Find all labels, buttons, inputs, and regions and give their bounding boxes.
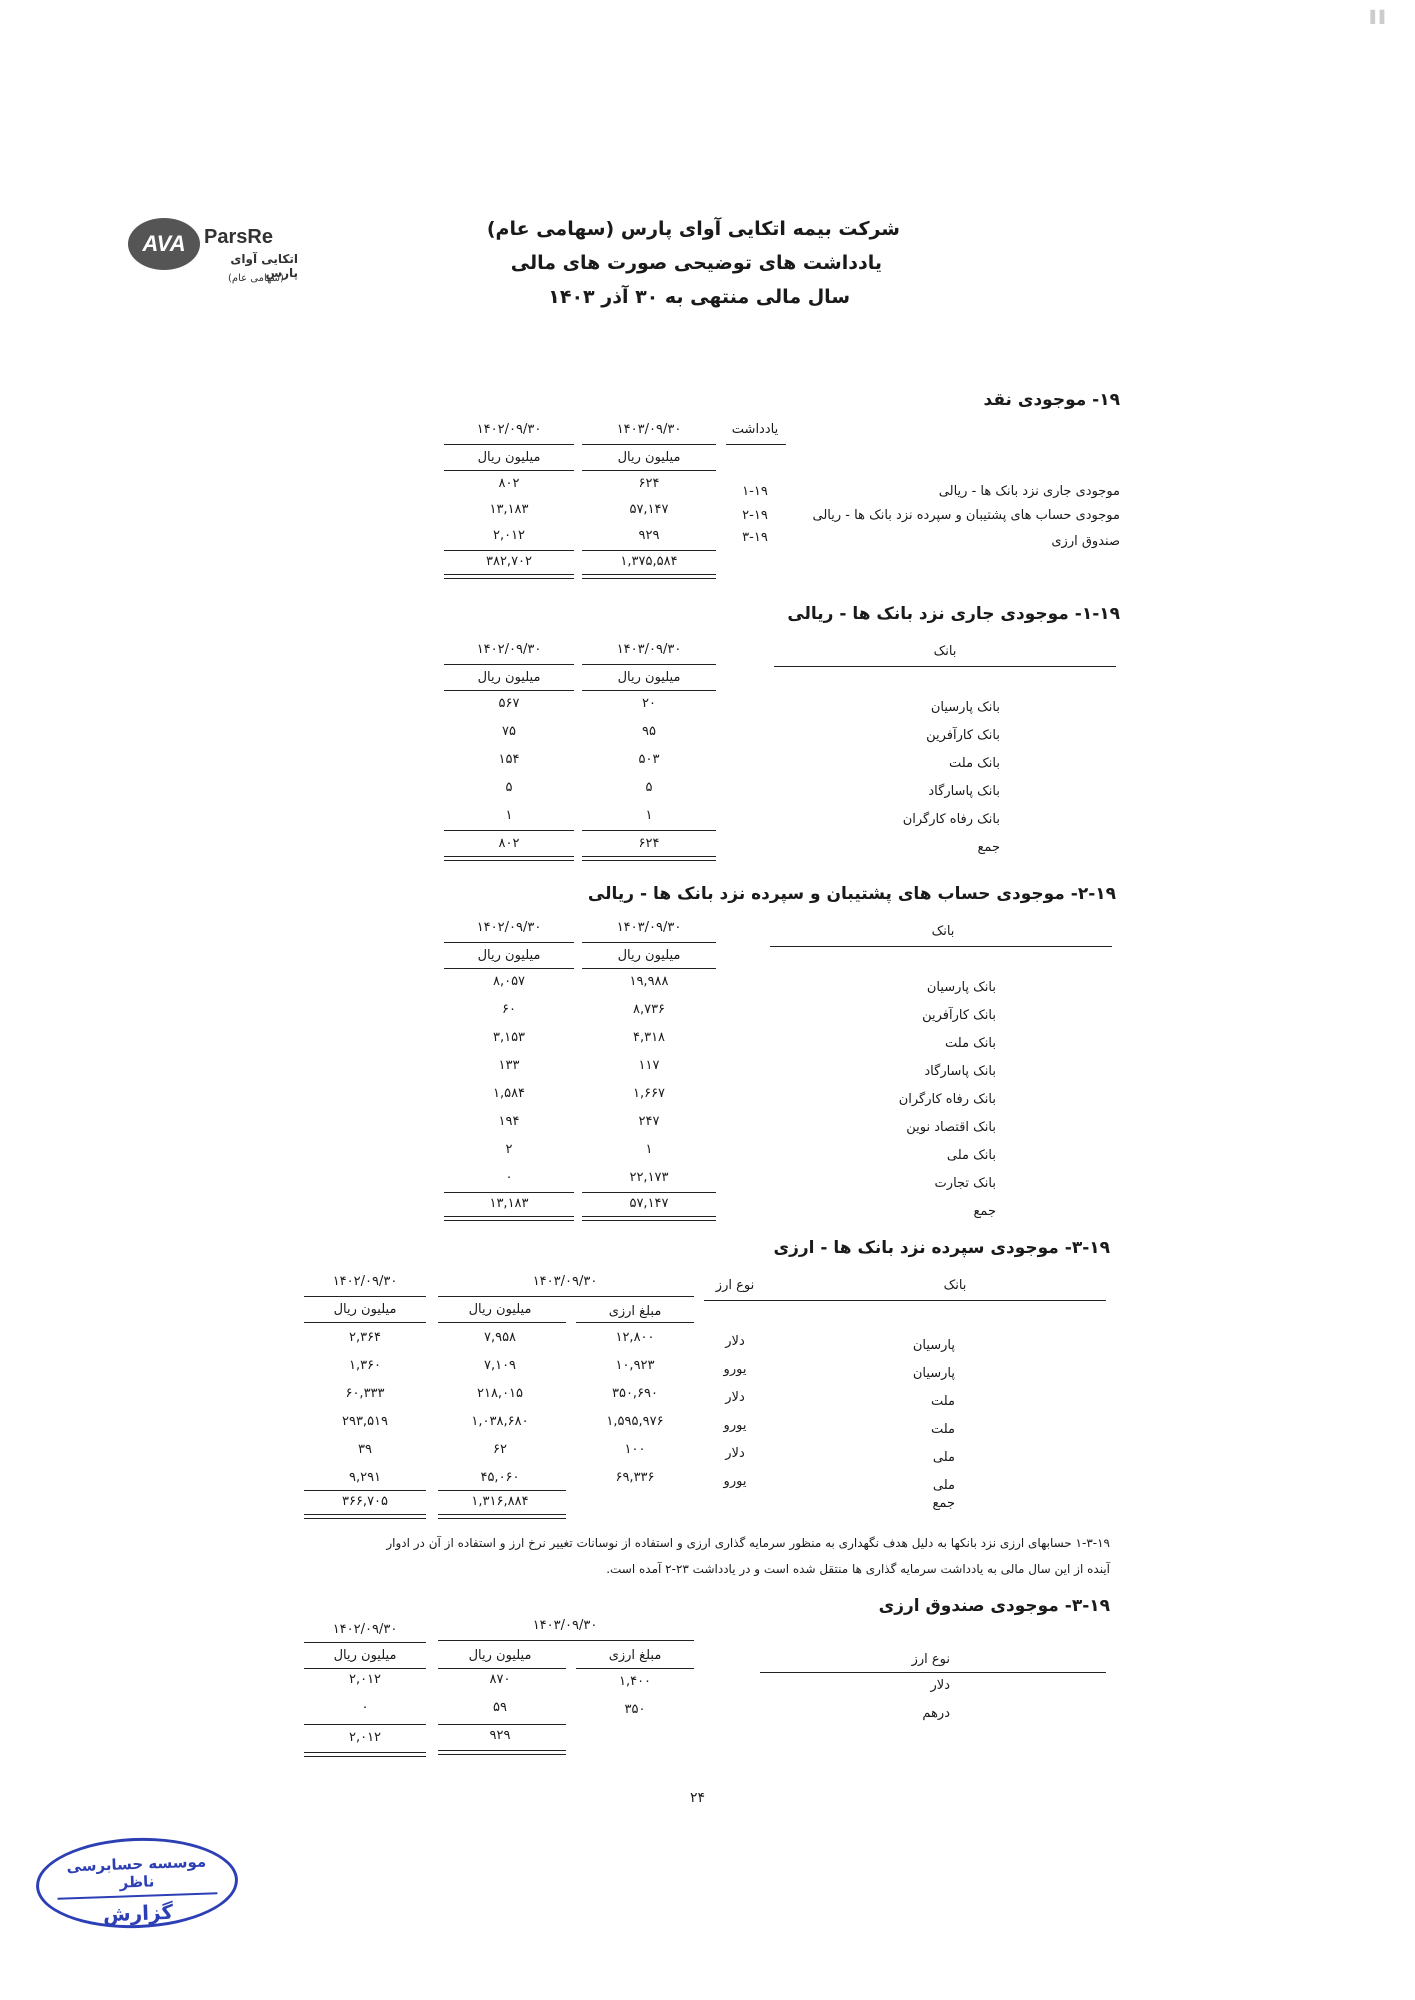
value-2023: ۷۵ [502,724,516,739]
bank-name: بانک کارآفرین [926,728,1000,743]
bank-name: بانک پارسیان [930,700,1000,715]
total-rule [582,830,716,831]
value-2023: ۱,۵۸۴ [492,1086,526,1101]
unit-rule [760,1672,1106,1673]
unit-rule [304,1668,426,1669]
value-2024: ۹۲۹ [638,528,660,543]
header-rule [582,444,716,445]
section-19-1 [440,604,1120,864]
total-2023: ۳۶۶,۷۰۵ [341,1494,389,1509]
total-2023: ۲,۰۱۲ [348,1730,382,1745]
currency: یورو [723,1474,747,1489]
stamp-line: گزارش [102,1899,174,1927]
page-corner-marker: ▌▌ [1370,10,1389,24]
value-2023: ۱,۳۶۰ [348,1358,382,1373]
value-2023: ۲ [505,1142,513,1157]
col-header-2023: ۱۴۰۲/۰۹/۳۰ [476,920,542,935]
fx-amount: ۶۹,۳۳۶ [615,1470,655,1485]
explanatory-note [300,1530,1110,1582]
currency: یورو [723,1362,747,1377]
total-rule [582,550,716,551]
total-double-rule [444,574,574,579]
total-label: جمع [977,840,1000,855]
value-2023: ۱۵۴ [498,752,520,767]
col-header-note: یادداشت [731,422,779,437]
value-2024: ۶۲۴ [638,476,660,491]
unit-rule [304,1322,426,1323]
value-2024: ۴۵,۰۶۰ [480,1470,520,1485]
bank-name: ملی [932,1478,955,1493]
unit-label: میلیون ریال [468,1302,532,1317]
unit-label: میلیون ریال [333,1302,397,1317]
col-header-bank: بانک [943,1278,967,1293]
col-header-2024: ۱۴۰۳/۰۹/۳۰ [616,642,682,657]
total-2023: ۸۰۲ [498,836,520,851]
col-header-bank: بانک [931,924,955,939]
unit-label: میلیون ریال [617,670,681,685]
col-header-bank: بانک [933,644,957,659]
unit-label: میلیون ریال [477,670,541,685]
section-19-3-title: ۳-۱۹- موجودی سپرده نزد بانک ها - ارزی [773,1238,1110,1258]
logo-mark: AVA [128,218,200,270]
value-2023: ۵۶۷ [498,696,520,711]
value-2023: ۰ [505,1170,513,1185]
bank-name: بانک تجارت [934,1176,996,1191]
company-name: شرکت بیمه اتکایی آوای پارس (سهامی عام) [486,218,900,240]
total-rule [582,1192,716,1193]
total-double-rule [438,1514,566,1519]
value-2024: ۵۷,۱۴۷ [629,502,669,517]
value-2023: ۸,۰۵۷ [492,974,526,989]
fx-header: مبلغ ارزی [608,1304,662,1319]
value-2024: ۱,۰۳۸,۶۸۰ [471,1414,529,1429]
unit-rule [438,1322,566,1323]
value-2024: ۵۰۳ [638,752,660,767]
fx-amount: ۱۰۰ [624,1442,646,1457]
unit-rule [582,690,716,691]
total-2023: ۱۳,۱۸۳ [489,1196,529,1211]
fx-amount: ۳۵۰,۶۹۰ [611,1386,659,1401]
total-rule [438,1490,566,1491]
bank-name: بانک رفاه کارگران [898,1092,996,1107]
value-2024: ۱,۶۶۷ [632,1086,666,1101]
header-rule [770,946,1112,947]
bank-name: بانک رفاه کارگران [902,812,1000,827]
fx-amount: ۳۵۰ [624,1702,646,1717]
fx-amount: ۱۲,۸۰۰ [615,1330,655,1345]
header-rule [582,942,716,943]
value-2023: ۵ [505,780,513,795]
value-2023: ۱۹۴ [498,1114,520,1129]
unit-label: میلیون ریال [477,948,541,963]
logo-fa-type: (سهامی عام) [228,273,284,284]
fx-amount: ۱,۵۹۵,۹۷۶ [606,1414,664,1429]
header-rule [438,1296,694,1297]
col-header-2024: ۱۴۰۳/۰۹/۳۰ [532,1274,598,1289]
value-2023: ۰ [361,1700,369,1715]
col-header-2023: ۱۴۰۲/۰۹/۳۰ [332,1622,398,1637]
col-header-2024: ۱۴۰۳/۰۹/۳۰ [616,920,682,935]
total-double-rule [444,1216,574,1221]
section-19-2 [440,884,1116,1224]
value-2024: ۶۲ [493,1442,507,1457]
value-2024: ۷,۹۵۸ [483,1330,517,1345]
header-rule [704,1300,1106,1301]
page-header [480,212,900,314]
logo-brand: ParsRe [204,226,273,248]
total-rule [444,550,574,551]
section-19-title: ۱۹- موجودی نقد [983,390,1120,410]
currency: دلار [725,1390,745,1405]
header-rule [444,444,574,445]
currency-name: دلار [930,1678,950,1693]
value-2023: ۱۳,۱۸۳ [489,502,529,517]
total-rule [438,1724,566,1725]
page-number: ۲۴ [690,1790,706,1806]
value-2024: ۱۹,۹۸۸ [629,974,669,989]
section-19-4 [300,1596,1110,1766]
stamp-line: موسسه حسابرسی ناظر [56,1852,217,1900]
bank-name: بانک ملی [946,1148,996,1163]
section-19 [440,390,1120,590]
unit-label: میلیون ریال [617,948,681,963]
total-rule [304,1490,426,1491]
logo-fa-name: اتکایی آوای پارس [230,252,298,280]
value-2023: ۲,۳۶۴ [348,1330,382,1345]
currency: یورو [723,1418,747,1433]
col-header-2023: ۱۴۰۲/۰۹/۳۰ [476,422,542,437]
value-2024: ۲۰ [642,696,656,711]
value-2023: ۲۹۳,۵۱۹ [341,1414,389,1429]
total-2024: ۱,۳۱۶,۸۸۴ [471,1494,529,1509]
col-header-currency: نوع ارز [715,1278,755,1293]
total-rule [304,1724,426,1725]
value-2024: ۹۵ [642,724,656,739]
value-2024: ۴,۳۱۸ [632,1030,666,1045]
total-double-rule [304,1752,426,1757]
total-double-rule [304,1514,426,1519]
value-2024: ۸۷۰ [489,1672,511,1687]
total-double-rule [582,1216,716,1221]
value-2023: ۳,۱۵۳ [492,1030,526,1045]
value-2023: ۲,۰۱۲ [492,528,526,543]
col-header-2023: ۱۴۰۲/۰۹/۳۰ [332,1274,398,1289]
value-2024: ۲۱۸,۰۱۵ [476,1386,524,1401]
note-ref: ۳-۱۹ [742,530,768,545]
total-2023: ۳۸۲,۷۰۲ [485,554,533,569]
currency-name: درهم [922,1706,950,1721]
total-label: جمع [932,1496,955,1511]
note-ref: ۱-۱۹ [742,484,768,499]
unit-label: میلیون ریال [477,450,541,465]
section-19-4-title: ۳-۱۹- موجودی صندوق ارزی [878,1596,1110,1616]
col-header-currency: نوع ارز [911,1652,950,1667]
unit-rule [444,690,574,691]
bank-name: پارسیان [912,1338,955,1353]
header-rule [726,444,786,445]
value-2023: ۳۹ [358,1442,372,1457]
note-line: ۱-۳-۱۹ حسابهای ارزی نزد بانکها به دلیل هدف نگهداری به منظور سرمایه گذاری ارزی و استفاده از نوسانات تغییر نرخ ارز و استفاده از آن در ادوار [386,1536,1110,1550]
currency: دلار [725,1334,745,1349]
total-rule [444,830,574,831]
value-2024: ۱ [645,1142,653,1157]
report-subtitle: یادداشت های توضیحی صورت های مالی [510,252,882,274]
value-2023: ۱ [505,808,513,823]
total-double-rule [582,574,716,579]
header-rule [304,1642,426,1643]
bank-name: ملت [930,1394,955,1409]
header-rule [582,664,716,665]
section-19-2-title: ۲-۱۹- موجودی حساب های پشتیبان و سپرده نزد بانک ها - ریالی [587,884,1116,904]
total-label: جمع [973,1204,996,1219]
value-2024: ۵۹ [493,1700,507,1715]
bank-name: بانک پارسیان [926,980,996,995]
value-2024: ۱ [645,808,653,823]
bank-name: بانک پاسارگاد [924,1064,996,1079]
report-period: سال مالی منتهی به ۳۰ آذر ۱۴۰۳ [548,286,850,308]
currency: دلار [725,1446,745,1461]
unit-rule [444,968,574,969]
value-2023: ۸۰۲ [498,476,520,491]
bank-name: بانک پاسارگاد [928,784,1000,799]
header-rule [444,942,574,943]
bank-name: بانک ملت [949,756,1000,771]
total-2024: ۵۷,۱۴۷ [629,1196,669,1211]
col-header-2024: ۱۴۰۳/۰۹/۳۰ [616,422,682,437]
fx-header: مبلغ ارزی [608,1648,662,1663]
total-double-rule [582,856,716,861]
value-2024: ۱۱۷ [638,1058,660,1073]
unit-label: میلیون ریال [468,1648,532,1663]
fx-amount: ۱۰,۹۲۳ [615,1358,655,1373]
section-19-1-title: ۱-۱۹- موجودی جاری نزد بانک ها - ریالی [787,604,1120,624]
value-2023: ۲,۰۱۲ [348,1672,382,1687]
row-label: موجودی حساب های پشتیبان و سپرده نزد بانک ها - ریالی [812,508,1120,523]
total-double-rule [438,1750,566,1755]
unit-label: میلیون ریال [333,1648,397,1663]
total-2024: ۶۲۴ [638,836,660,851]
unit-rule [582,968,716,969]
total-rule [444,1192,574,1193]
header-rule [444,664,574,665]
unit-rule [576,1322,694,1323]
value-2024: ۲۲,۱۷۳ [629,1170,669,1185]
value-2024: ۸,۷۳۶ [632,1002,666,1017]
header-rule [774,666,1116,667]
header-rule [438,1640,694,1641]
unit-rule [582,470,716,471]
value-2024: ۷,۱۰۹ [483,1358,517,1373]
bank-name: بانک اقتصاد نوین [906,1120,996,1135]
unit-rule [576,1668,694,1669]
col-header-2023: ۱۴۰۲/۰۹/۳۰ [476,642,542,657]
unit-label: میلیون ریال [617,450,681,465]
value-2023: ۶۰ [502,1002,516,1017]
value-2023: ۶۰,۳۳۳ [345,1386,385,1401]
note-ref: ۲-۱۹ [742,508,768,523]
bank-name: بانک کارآفرین [922,1008,996,1023]
auditor-stamp [34,1835,239,1932]
value-2023: ۱۳۳ [498,1058,520,1073]
bank-name: پارسیان [912,1366,955,1381]
col-header-2024: ۱۴۰۳/۰۹/۳۰ [532,1618,598,1633]
value-2023: ۹,۲۹۱ [348,1470,382,1485]
total-2024: ۱,۳۷۵,۵۸۴ [620,554,678,569]
section-19-3 [300,1238,1110,1578]
bank-name: بانک ملت [945,1036,996,1051]
unit-rule [438,1668,566,1669]
header-rule [304,1296,426,1297]
unit-rule [444,470,574,471]
bank-name: ملت [930,1422,955,1437]
value-2024: ۲۴۷ [638,1114,660,1129]
note-line: آینده از این سال مالی به یادداشت سرمایه گذاری ها منتقل شده است و در یادداشت ۲۳-۲ آمده است. [606,1562,1110,1576]
total-2024: ۹۲۹ [489,1728,511,1743]
row-label: موجودی جاری نزد بانک ها - ریالی [938,484,1120,499]
row-label: صندوق ارزی [1051,534,1120,549]
value-2024: ۵ [645,780,653,795]
bank-name: ملی [932,1450,955,1465]
company-logo [128,218,298,298]
total-double-rule [444,856,574,861]
fx-amount: ۱,۴۰۰ [618,1674,652,1689]
